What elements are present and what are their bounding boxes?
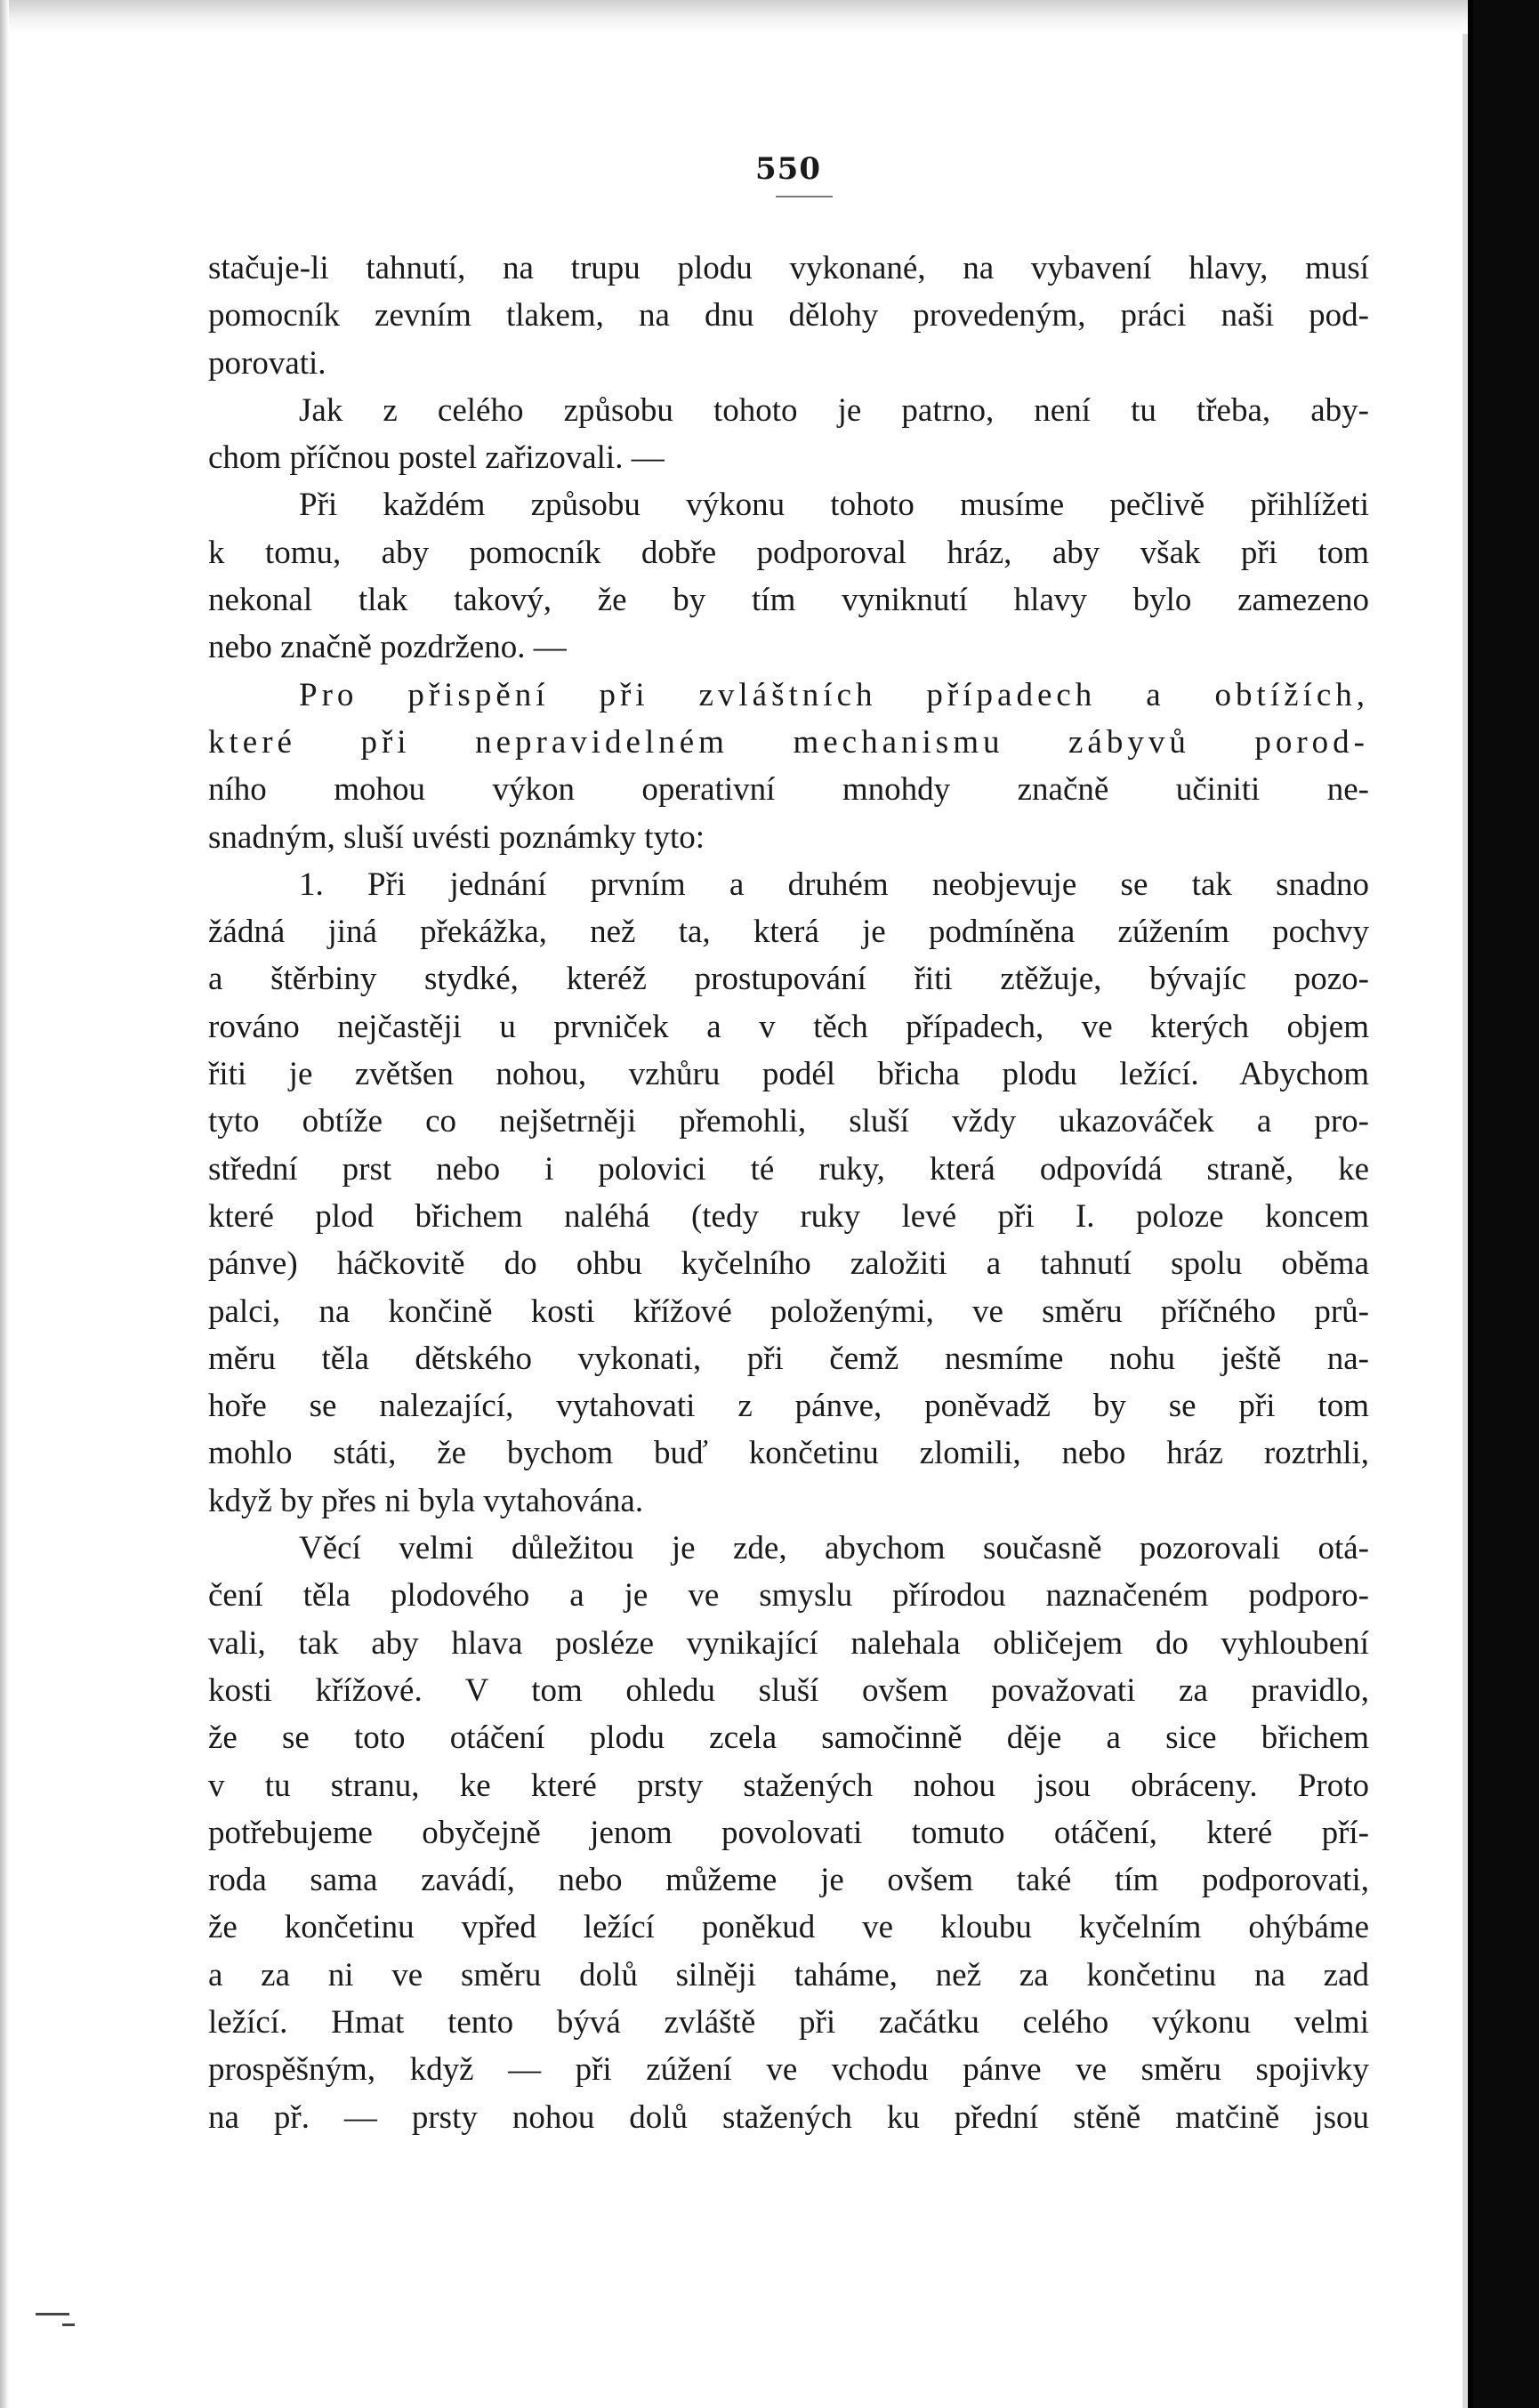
page-number-underline	[776, 196, 833, 197]
text-line: Věcí velmi důležitou je zde, abychom současně pozorovali otá-	[299, 1530, 1369, 1567]
text-line: a za ni ve směru dolů silněji taháme, než za končetinu na zad	[208, 1956, 1369, 1993]
text-line: a štěrbiny stydké, kteréž prostupování řiti ztěžuje, bývajíc pozo-	[208, 961, 1369, 998]
text-line: hoře se nalezající, vytahovati z pánve, poněvadž by se při tom	[208, 1388, 1369, 1425]
text-line: na př. — prsty nohou dolů stažených ku přední stěně matčině jsou	[208, 2098, 1369, 2136]
text-line: ního mohou výkon operativní mnohdy značně učiniti ne-	[208, 771, 1369, 809]
page-number: 550	[755, 151, 821, 187]
text-line: Jak z celého způsobu tohoto je patrno, není tu třeba, aby-	[299, 391, 1369, 429]
text-line: nebo značně pozdrženo. —	[208, 629, 567, 666]
text-line: pomocník zevním tlakem, na dnu dělohy provedeným, práci naši pod-	[208, 297, 1369, 334]
margin-smudge	[62, 2323, 75, 2326]
text-line: snadným, sluší uvésti poznámky tyto:	[208, 818, 705, 856]
text-line: 1. Při jednání prvním a druhém neobjevuje se tak snadno	[299, 866, 1369, 903]
scan-left-shadow	[0, 0, 9, 2408]
text-line: ležící. Hmat tento bývá zvláště při začátku celého výkonu velmi	[208, 2003, 1369, 2041]
scan-background-edge	[1473, 0, 1539, 2408]
scan-top-shadow	[0, 0, 1468, 34]
text-line: že se toto otáčení plodu zcela samočinně děje a sice břichem	[208, 1719, 1369, 1757]
margin-smudge	[36, 2313, 69, 2315]
text-line: když by přes ni byla vytahována.	[208, 1482, 644, 1519]
text-line: mohlo státi, že bychom buď končetinu zlomili, nebo hráz roztrhli,	[208, 1435, 1369, 1472]
text-line: prospěšným, když — při zúžení ve vchodu pánve ve směru spojivky	[208, 2051, 1369, 2089]
text-line: rováno nejčastěji u prvniček a v těch případech, ve kterých objem	[208, 1008, 1369, 1045]
text-line: roda sama zavádí, nebo můžeme je ovšem také tím podporovati,	[208, 1862, 1369, 1899]
text-line: které plod břichem naléhá (tedy ruky levé při I. poloze koncem	[208, 1197, 1369, 1235]
text-line: potřebujeme obyčejně jenom povolovati tomuto otáčení, které pří-	[208, 1814, 1369, 1851]
text-line: žádná jiná překážka, než ta, která je podmíněna zúžením pochvy	[208, 914, 1369, 951]
text-line: střední prst nebo i polovici té ruky, která odpovídá straně, ke	[208, 1150, 1369, 1188]
text-line: tyto obtíže co nejšetrněji přemohli, sluší vždy ukazováček a pro-	[208, 1103, 1369, 1140]
text-line: řiti je zvětšen nohou, vzhůru podél břicha plodu ležící. Abychom	[208, 1056, 1369, 1093]
text-line: měru těla dětského vykonati, při čemž nesmíme nohu ještě na-	[208, 1340, 1369, 1377]
text-line: k tomu, aby pomocník dobře podporoval hráz, aby však při tom	[208, 534, 1369, 571]
text-line: chom příčnou postel zařizovali. —	[208, 439, 665, 477]
text-line: kosti křížové. V tom ohledu sluší ovšem považovati za pravidlo,	[208, 1671, 1369, 1709]
body-text	[208, 245, 1369, 2141]
text-line: v tu stranu, ke které prsty stažených nohou jsou obráceny. Proto	[208, 1767, 1369, 1804]
text-line: vali, tak aby hlava posléze vynikající nalehala obličejem do vyhloubení	[208, 1624, 1369, 1662]
text-line: palci, na končině kosti křížové položenými, ve směru příčného prů-	[208, 1293, 1369, 1330]
text-line: Při každém způsobu výkonu tohoto musíme pečlivě přihlížeti	[299, 487, 1369, 524]
text-line: čení těla plodového a je ve smyslu přírodou naznačeném podporo-	[208, 1577, 1369, 1615]
text-line: které při nepravidelném mechanismu zábyvů porod-	[208, 723, 1369, 761]
text-line: nekonal tlak takový, že by tím vyniknutí hlavy bylo zamezeno	[208, 582, 1369, 619]
text-line: porovati.	[208, 344, 326, 382]
text-line: pánve) háčkovitě do ohbu kyčelního založiti a tahnutí spolu oběma	[208, 1245, 1369, 1283]
text-line: že končetinu vpřed ležící poněkud ve kloubu kyčelním ohýbáme	[208, 1909, 1369, 1946]
text-line: Pro přispění při zvláštních případech a obtížích,	[299, 676, 1369, 713]
text-line: stačuje-li tahnutí, na trupu plodu vykonané, na vybavení hlavy, musí	[208, 250, 1369, 286]
